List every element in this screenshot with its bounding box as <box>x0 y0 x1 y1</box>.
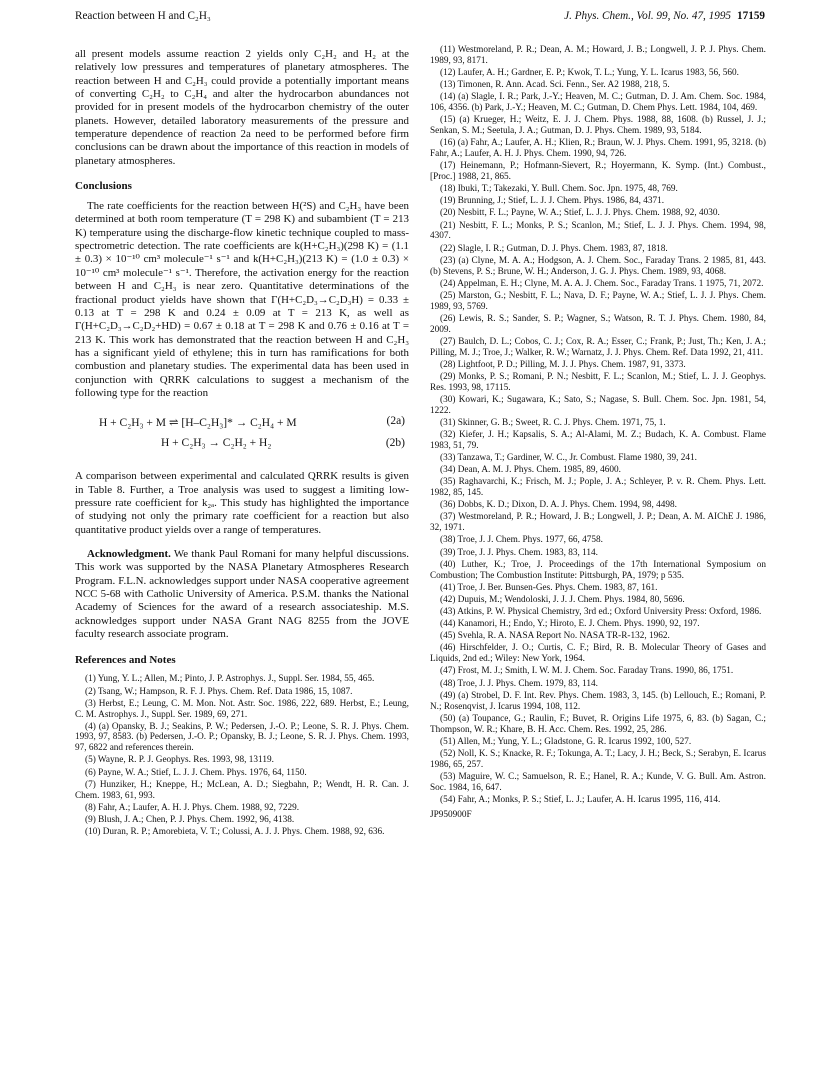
right-column <box>430 45 766 820</box>
acknowledgment-paragraph <box>75 548 409 641</box>
comparison-paragraph: A comparison between experimental and calculated QRRK results is given in Table 8. Further, a Troe analysis was used to suggest a limiting low-pressure rate coefficient for k₂ₐ. This study has highlighted the importance of studying not only the primary rate coefficient for a reaction but also quantitative product yields over a range of temperatures. <box>75 470 409 536</box>
reference-item: (40) Luther, K.; Troe, J. Proceedings of the 17th International Symposium on Combustion; The Combustion Institute: Pittsburgh, PA, 1979; p 535. <box>430 559 766 581</box>
reference-item: (23) (a) Clyne, M. A. A.; Hodgson, A. J. Chem. Soc., Faraday Trans. 2 1985, 81, 443. (b) Stevens, P. S.; Brune, W. H.; Anderson, J. G. J. Phys. Chem. 1989, 93, 4068. <box>430 255 766 277</box>
journal-name: J. Phys. Chem., Vol. 99, No. 47, 1995 <box>564 10 732 22</box>
reference-item: (47) Frost, M. J.; Smith, I. W. M. J. Chem. Soc. Faraday Trans. 1990, 86, 1751. <box>440 666 734 677</box>
reference-item: (3) Herbst, E.; Leung, C. M. Mon. Not. Astr. Soc. 1986, 222, 689. Herbst, E.; Leung, C. M. Astrophys. J., Suppl. Ser. 1989, 69, 271. <box>75 698 409 720</box>
reference-item: (32) Kiefer, J. H.; Kapsalis, S. A.; Al-Alami, M. Z.; Budach, K. A. Combust. Flame 1983, 51, 79. <box>430 430 766 451</box>
reference-item: (48) Troe, J. J. Phys. Chem. 1979, 83, 114. <box>440 678 598 689</box>
reference-item: (11) Westmoreland, P. R.; Dean, A. M.; Howard, J. B.; Longwell, J. P. J. Phys. Chem. 1989, 93, 8171. <box>430 45 766 66</box>
reference-item: (45) Svehla, R. A. NASA Report No. NASA TR-R-132, 1962. <box>440 631 670 642</box>
manuscript-id: JP950900F <box>430 809 472 820</box>
reference-item: (35) Raghavarchi, K.; Frisch, M. J.; Pople, J. A.; Schleyer, P. v. R. Chem. Phys. Lett. 1982, 85, 145. <box>430 477 766 499</box>
conclusions-heading: Conclusions <box>75 180 132 193</box>
reference-item: (25) Marston, G.; Nesbitt, F. L.; Nava, D. F.; Payne, W. A.; Stief, L. J. J. Phys. Chem. 1989, 93, 5769. <box>430 290 766 312</box>
reference-item: (16) (a) Fahr, A.; Laufer, A. H.; Klien, R.; Braun, W. J. Phys. Chem. 1991, 95, 3218. (b) Fahr, A.; Laufer, A. H. J. Phys. Chem. 1990, 94, 726. <box>430 138 766 160</box>
reference-item: (46) Hirschfelder, J. O.; Curtis, C. F.; Bird, R. B. Molecular Theory of Gases and Liquids, 2nd ed.; Wiley: New York, 1964. <box>430 643 766 665</box>
reference-item: (43) Atkins, P. W. Physical Chemistry, 3rd ed.; Oxford University Press: Oxford, 1986. <box>440 607 762 617</box>
reference-item: (2) Tsang, W.; Hampson, R. F. J. Phys. Chem. Ref. Data 1986, 15, 1087. <box>85 686 353 697</box>
reference-item: (9) Blush, J. A.; Chen, P. J. Phys. Chem. 1992, 96, 4138. <box>85 814 295 825</box>
reference-item: (20) Nesbitt, F. L.; Payne, W. A.; Stief, L. J. J. Phys. Chem. 1988, 92, 4030. <box>440 208 720 219</box>
references-list-left <box>75 674 409 837</box>
left-column <box>75 48 409 839</box>
references-list-right <box>430 45 766 806</box>
reference-item: (41) Troe, J. Ber. Bunsen-Ges. Phys. Chem. 1983, 87, 161. <box>440 582 658 593</box>
reference-item: (18) Ibuki, T.; Takezaki, Y. Bull. Chem. Soc. Jpn. 1975, 48, 769. <box>440 184 678 195</box>
reference-item: (34) Dean, A. M. J. Phys. Chem. 1985, 89, 4600. <box>440 465 621 476</box>
equation-2a-number: (2a) <box>386 415 405 428</box>
reference-item: (33) Tanzawa, T.; Gardiner, W. C., Jr. Combust. Flame 1980, 39, 241. <box>440 453 697 464</box>
reference-item: (17) Heinemann, P.; Hofmann-Sievert, R.; Hoyermann, K. Symp. (Int.) Combust., [Proc.] 1988, 21, 865. <box>430 161 766 183</box>
reference-item: (27) Baulch, D. L.; Cobos, C. J.; Cox, R. A.; Esser, C.; Frank, P.; Just, Th.; Ken, J. A.; Pilling, M. J.; Troe, J.; Walker, R. W.; Warnatz, J. J. Phys. Chem. Ref. Data 1992, 21, 411. <box>430 336 766 358</box>
page-number: 17159 <box>737 10 765 22</box>
reference-item: (42) Dupuis, M.; Wendoloski, J. J. J. Chem. Phys. 1984, 80, 5696. <box>440 594 685 605</box>
reference-item: (36) Dobbs, K. D.; Dixon, D. A. J. Phys. Chem. 1994, 98, 4498. <box>440 500 677 511</box>
reference-item: (21) Nesbitt, F. L.; Monks, P. S.; Scanlon, M.; Stief, L. J. J. Phys. Chem. 1994, 98, 4307. <box>430 220 766 242</box>
acknowledgment-text: We thank Paul Romani for many helpful discussions. This work was supported by the NASA Planetary Atmospheres Research Program. F.L.N. acknowledges support under NASA cooperative agreement NCC 5-68 with Catholic University of America. P.S.M. thanks the National Academy of Sciences for the award of a research associateship. M.S. acknowledges support under NASA Grant NAG 8255 from the JOVE faculty research associate program. <box>75 547 409 641</box>
reference-item: (26) Lewis, R. S.; Sander, S. P.; Wagner, S.; Watson, R. T. J. Phys. Chem. 1980, 84, 2009. <box>430 313 766 335</box>
reference-item: (7) Hunziker, H.; Kneppe, H.; McLean, A. D.; Siegbahn, P.; Wendt, H. R. Can. J. Chem. 1983, 61, 993. <box>75 779 409 801</box>
equation-2a-body: H + C₂H₃ + M ⇌ [H–C₂H₃]* → C₂H₄ + M <box>99 417 297 430</box>
equation-2b <box>75 434 409 456</box>
reference-item: (28) Lightfoot, P. D.; Pilling, M. J. J. Phys. Chem. 1987, 91, 3373. <box>440 359 686 370</box>
equation-2b-body: H + C₂H₃ → C₂H₂ + H₂ <box>161 437 272 450</box>
reference-item: (4) (a) Opansky, B. J.; Seakins, P. W.; Pedersen, J.-O. P.; Leone, S. R. J. Phys. Chem. 1993, 97, 8583. (b) Pedersen, J.-O. P.; Opansky, B. J.; Leone, S. R. J. Phys. Chem. 1993, 97, 6822 and references therein. <box>75 721 409 754</box>
acknowledgment-label: Acknowledgment. <box>87 547 171 560</box>
journal-citation <box>564 10 765 22</box>
reference-item: (10) Duran, R. P.; Amorebieta, V. T.; Colussi, A. J. J. Phys. Chem. 1988, 92, 636. <box>85 827 385 838</box>
body-paragraph: all present models assume reaction 2 yields only C₂H₂ and H₂ at the relatively low pressures and temperatures of planetary atmospheres. The reaction between H and C₂H₃ could provide a potentially important means of converting C₂H₂ to C₂H₄ and alter the hydrocarbon abundances not provided for in present models of the hydrocarbon chemistry of the outer planets. However, detailed laboratory measurements of the pressure and temperature dependence of reaction 2a need to be performed before firm conclusions can be drawn about the importance of this reaction in models of planetary atmospheres. <box>75 48 409 167</box>
reference-item: (1) Yung, Y. L.; Allen, M.; Pinto, J. P. Astrophys. J., Suppl. Ser. 1984, 55, 465. <box>85 674 375 685</box>
reference-item: (24) Appelman, E. H.; Clyne, M. A. A. J. Chem. Soc., Faraday Trans. 1 1975, 71, 2072. <box>440 278 764 289</box>
reference-item: (13) Timonen, R. Ann. Acad. Sci. Fenn., Ser. A2 1988, 218, 5. <box>440 80 670 91</box>
reference-item: (37) Westmoreland, P. R.; Howard, J. B.; Longwell, J. P.; Dean, A. M. AIChE J. 1986, 32, 1971. <box>430 512 766 534</box>
conclusions-paragraph: The rate coefficients for the reaction between H(²S) and C₂H₃ have been determined at both room temperature (T = 298 K) and subambient (T = 213 K) temperature using the discharge-flow kinetic technique coupled to mass-spectrometric detection. The rate coefficients are k(H+C₂H₃)(298 K) = (1.1 ± 0.3) × 10⁻¹⁰ cm³ molecule⁻¹ s⁻¹ and k(H+C₂H₃)(213 K) = (1.0 ± 0.3) × 10⁻¹⁰ cm³ molecule⁻¹ s⁻¹. Therefore, the activation energy for the reaction between H and C₂H₃ is near zero. Quantitative determinations of the fractional product yields have shown that Γ(H+C₂D₃→C₂D₃H) = 0.33 ± 0.13 at T = 298 K and 0.24 ± 0.09 at T = 213 K, as well as Γ(H+C₂D₃→C₂D₂+HD) = 0.67 ± 0.18 at T = 298 K and 0.76 ± 0.16 at T = 213 K. This work has demonstrated that the reaction between H and C₂H₃ has a significant yield of ethylene; this in turn has ramifications for both combustion and planetary studies. The experimental data has been used in conjunction with QRRK calculations to suggest a mechanism of the following type for the reaction <box>75 200 409 399</box>
running-title: Reaction between H and C₂H₃ <box>75 10 211 22</box>
reference-item: (39) Troe, J. J. Phys. Chem. 1983, 83, 114. <box>440 547 598 558</box>
reference-item: (15) (a) Krueger, H.; Weitz, E. J. J. Chem. Phys. 1988, 88, 1608. (b) Russel, J. J.; Senkan, S. M.; Seetula, J. A.; Gutman, D. J. Phys. Chem. 1989, 93, 5184. <box>430 115 766 137</box>
reference-item: (8) Fahr, A.; Laufer, A. H. J. Phys. Chem. 1988, 92, 7229. <box>85 802 300 813</box>
reference-item: (38) Troe, J. J. Chem. Phys. 1977, 66, 4758. <box>440 535 603 546</box>
equation-2b-number: (2b) <box>385 437 405 450</box>
reference-item: (5) Wayne, R. P. J. Geophys. Res. 1993, 98, 13119. <box>85 755 274 766</box>
reference-item: (53) Maguire, W. C.; Samuelson, R. E.; Hanel, R. A.; Kunde, V. G. Bull. Am. Astron. Soc. 1984, 16, 647. <box>430 771 766 793</box>
reference-item: (54) Fahr, A.; Monks, P. S.; Stief, L. J.; Laufer, A. H. Icarus 1995, 116, 414. <box>440 794 721 805</box>
reference-item: (6) Payne, W. A.; Stief, L. J. J. Chem. Phys. 1976, 64, 1150. <box>85 767 307 778</box>
reference-item: (44) Kanamori, H.; Endo, Y.; Hiroto, E. J. Chem. Phys. 1990, 92, 197. <box>440 619 700 630</box>
reference-item: (50) (a) Toupance, G.; Raulin, F.; Buvet, R. Origins Life 1975, 6, 83. (b) Sagan, C.; Thompson, W. R.; Khare, B. H. Acc. Chem. Res. 1992, 25, 286. <box>430 713 766 735</box>
references-heading: References and Notes <box>75 654 176 667</box>
equation-2a <box>75 412 409 434</box>
running-header <box>75 10 765 26</box>
reference-item: (14) (a) Slagle, I. R.; Park, J.-Y.; Heaven, M. C.; Gutman, D. J. Am. Chem. Soc. 1984, 106, 4356. (b) Park, J.-Y.; Heaven, M. C.; Gutman, D. Chem Phys. Lett. 1984, 104, 469. <box>430 92 766 114</box>
reference-item: (52) Noll, K. S.; Knacke, R. F.; Tokunga, A. T.; Lacy, J. H.; Beck, S.; Serabyn, E. Icarus 1986, 65, 257. <box>430 748 766 770</box>
reference-item: (12) Laufer, A. H.; Gardner, E. P.; Kwok, T. L.; Yung, Y. L. Icarus 1983, 56, 560. <box>440 67 739 78</box>
reference-item: (30) Kowari, K.; Sugawara, K.; Sato, S.; Nagase, S. Bull. Chem. Soc. Jpn. 1981, 54, 1222. <box>430 394 766 416</box>
reference-item: (51) Allen, M.; Yung, Y. L.; Gladstone, G. R. Icarus 1992, 100, 527. <box>440 736 692 747</box>
reference-item: (31) Skinner, G. B.; Sweet, R. C. J. Phys. Chem. 1971, 75, 1. <box>440 417 666 428</box>
reference-item: (49) (a) Strobel, D. F. Int. Rev. Phys. Chem. 1983, 3, 145. (b) Lellouch, E.; Romani, P. N.; Rosenqvist, J. Icarus 1994, 108, 112. <box>430 690 766 712</box>
reference-item: (29) Monks, P. S.; Romani, P. N.; Nesbitt, F. L.; Scanlon, M.; Stief, L. J. J. Geophys. Res. 1993, 98, 17115. <box>430 371 766 393</box>
reference-item: (19) Brunning, J.; Stief, L. J. J. Chem. Phys. 1986, 84, 4371. <box>440 196 665 207</box>
reference-item: (22) Slagle, I. R.; Gutman, D. J. Phys. Chem. 1983, 87, 1818. <box>440 243 668 254</box>
